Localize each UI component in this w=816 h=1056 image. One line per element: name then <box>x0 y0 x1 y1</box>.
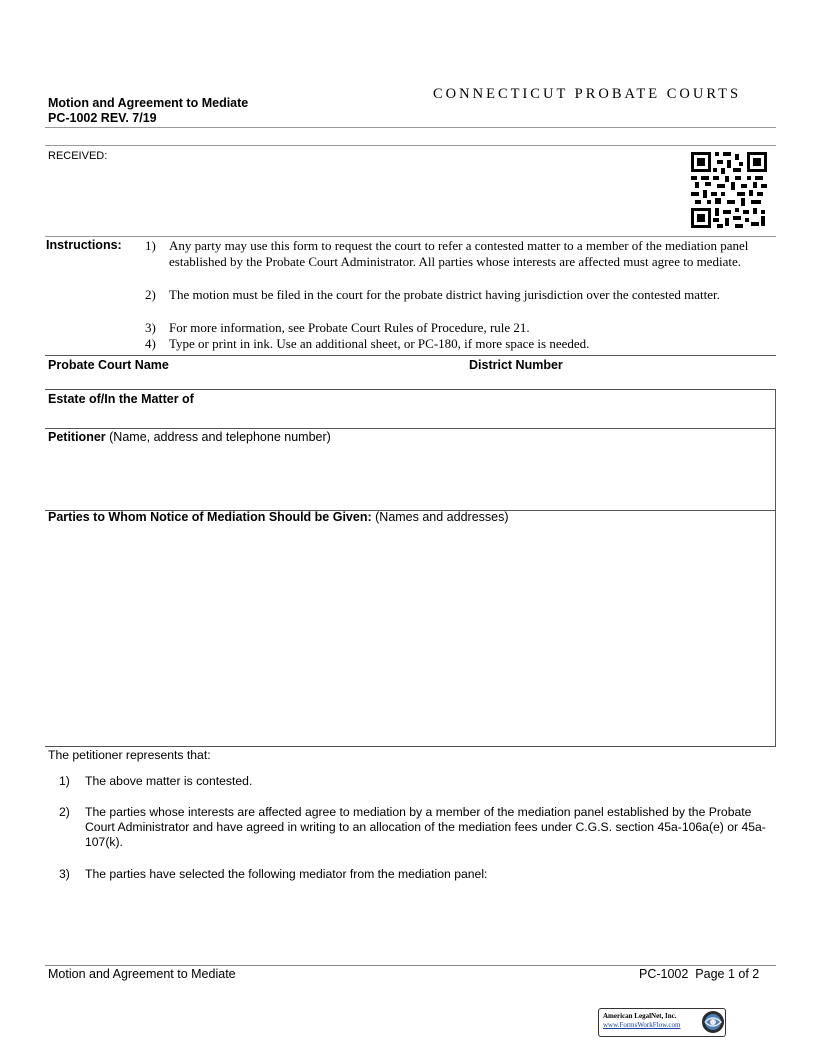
district-number-label: District Number <box>469 358 563 372</box>
instruction-number: 1) <box>145 238 156 253</box>
representation-number: 3) <box>59 867 70 881</box>
mediator-field[interactable] <box>85 888 765 948</box>
instruction-item: Type or print in ink. Use an additional sheet, or PC-180, if more space is needed. <box>169 336 590 351</box>
parties-bottom-rule <box>45 746 776 747</box>
qr-code-icon <box>691 152 767 228</box>
representation-item: The above matter is contested. <box>85 774 253 788</box>
footer-form-title: Motion and Agreement to Mediate <box>48 967 236 981</box>
instruction-number: 3) <box>145 320 156 335</box>
representation-number: 2) <box>59 805 70 819</box>
received-top-rule <box>45 145 776 146</box>
petitioner-hint: (Name, address and telephone number) <box>109 430 331 444</box>
instruction-number: 2) <box>145 287 156 302</box>
instructions-top-rule <box>45 236 776 237</box>
estate-of-field[interactable] <box>48 408 768 426</box>
instructions-list <box>0 238 816 354</box>
district-number-field[interactable] <box>469 374 769 388</box>
header-rule <box>45 127 776 128</box>
footer-rule <box>45 965 776 966</box>
form-number: PC-1002 REV. 7/19 <box>48 111 157 125</box>
estate-top-rule <box>45 389 776 390</box>
instruction-number: 4) <box>145 336 156 351</box>
instruction-item: The motion must be filed in the court for the probate district having jurisdiction over the contested matter. <box>169 287 720 302</box>
form-title: Motion and Agreement to Mediate <box>48 96 249 110</box>
received-label: RECEIVED: <box>48 150 108 162</box>
globe-icon <box>701 1010 725 1034</box>
court-name: CONNECTICUT PROBATE COURTS <box>433 86 742 102</box>
petitioner-label: Petitioner <box>48 430 106 444</box>
parties-hint: (Names and addresses) <box>375 510 509 524</box>
probate-court-name-label: Probate Court Name <box>48 358 169 372</box>
instructions-label: Instructions: <box>46 238 122 252</box>
petitioner-field[interactable] <box>48 448 768 506</box>
publisher-logo[interactable] <box>598 1008 726 1037</box>
parties-label: Parties to Whom Notice of Mediation Should be Given: <box>48 510 372 524</box>
representation-number: 1) <box>59 774 70 788</box>
court-row-top-rule <box>45 355 776 356</box>
representations-intro: The petitioner represents that: <box>48 748 211 762</box>
publisher-url[interactable]: www.FormsWorkFlow.com <box>603 1021 681 1029</box>
instruction-item: For more information, see Probate Court Rules of Procedure, rule 21. <box>169 320 530 335</box>
publisher-name: American LegalNet, Inc. <box>603 1012 677 1020</box>
probate-court-name-field[interactable] <box>48 374 448 388</box>
footer-page-number: PC-1002 Page 1 of 2 <box>639 967 760 981</box>
petitioner-top-rule <box>45 428 776 429</box>
representation-item: The parties have selected the following mediator from the mediation panel: <box>85 867 488 881</box>
estate-of-label: Estate of/In the Matter of <box>48 392 194 406</box>
instruction-item: Any party may use this form to request the court to refer a contested matter to a member of the mediation panel established by the Probate Court Administrator. All parties whose interests are affected must agree to mediate. <box>169 238 749 270</box>
box-right-border <box>775 389 776 747</box>
representation-item: The parties whose interests are affected agree to mediation by a member of the mediation panel established by the Probate Court Administrator and have agreed in writing to an allocation of the mediation fees under C.G.S. section 45a-106a(e) or 45a-107(k). <box>85 805 766 849</box>
parties-field[interactable] <box>48 528 768 742</box>
representations-list <box>0 774 816 894</box>
